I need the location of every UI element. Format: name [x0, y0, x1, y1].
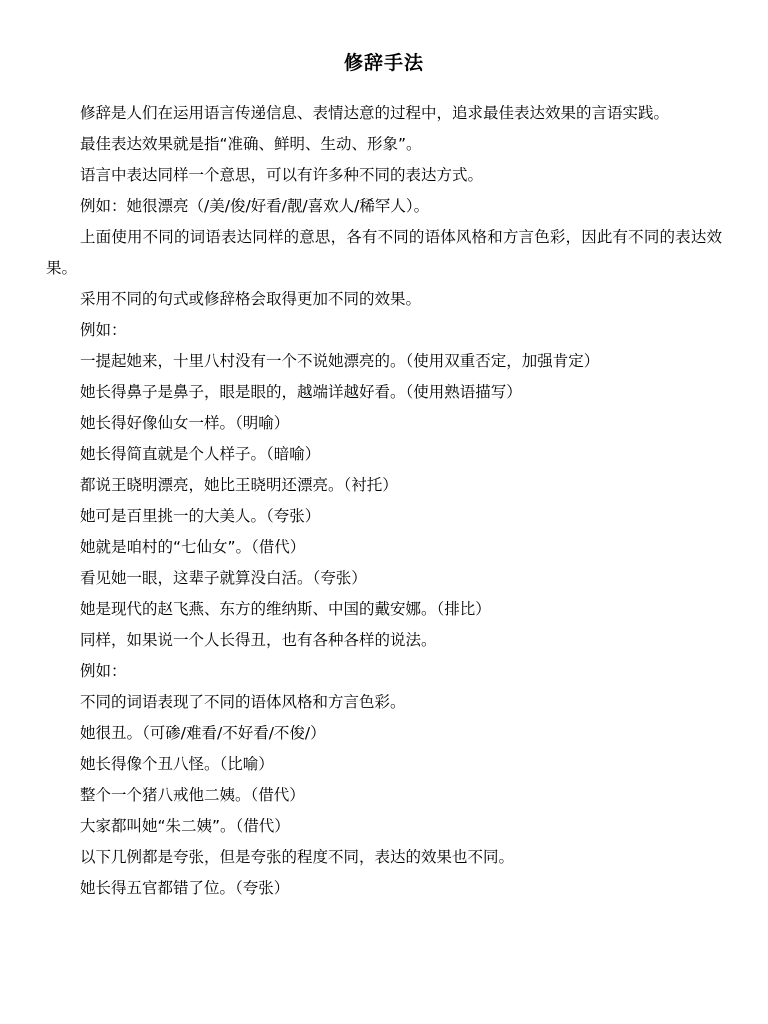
paragraph: 整个一个猪八戒他二姨。（借代） [80, 786, 305, 804]
paragraph: 例如： [80, 662, 127, 680]
document-body [46, 98, 722, 904]
paragraph: 看见她一眼，这辈子就算没白活。（夸张） [80, 569, 367, 587]
paragraph: 例如： [80, 321, 127, 339]
paragraph: 都说王晓明漂亮，她比王晓明还漂亮。（衬托） [80, 476, 398, 494]
paragraph: 她长得简直就是个人样子。（暗喻） [80, 445, 321, 463]
paragraph: 例如：她很漂亮（/美/俊/好看/靓/喜欢人/稀罕人）。 [80, 197, 430, 215]
paragraph: 不同的词语表现了不同的语体风格和方言色彩。 [80, 693, 406, 711]
paragraph: 她是现代的赵飞燕、东方的维纳斯、中国的戴安娜。（排比） [80, 600, 491, 618]
paragraph: 她可是百里挑一的大美人。（夸张） [80, 507, 321, 525]
document-title: 修辞手法 [343, 52, 424, 74]
paragraph: 上面使用不同的词语表达同样的意思，各有不同的语体风格和方言色彩，因此有不同的表达效果。 [46, 228, 722, 277]
paragraph: 修辞是人们在运用语言传递信息、表情达意的过程中，追求最佳表达效果的言语实践。 [80, 104, 670, 122]
paragraph: 她长得五官都错了位。（夸张） [80, 879, 290, 897]
paragraph: 她就是咱村的“七仙女”。（借代） [80, 538, 306, 556]
paragraph: 她长得鼻子是鼻子，眼是眼的，越端详越好看。（使用熟语描写） [80, 383, 522, 401]
paragraph: 以下几例都是夸张，但是夸张的程度不同，表达的效果也不同。 [80, 848, 515, 866]
paragraph: 最佳表达效果就是指“准确、鲜明、生动、形象”。 [80, 135, 422, 153]
paragraph: 大家都叫她“朱二姨”。（借代） [80, 817, 290, 835]
paragraph: 她很丑。（可碜/难看/不好看/不俊/） [80, 724, 326, 742]
paragraph: 她长得像个丑八怪。（比喻） [80, 755, 274, 773]
paragraph: 同样，如果说一个人长得丑，也有各种各样的说法。 [80, 631, 437, 649]
paragraph: 采用不同的句式或修辞格会取得更加不同的效果。 [80, 290, 422, 308]
paragraph: 她长得好像仙女一样。（明喻） [80, 414, 290, 432]
paragraph: 语言中表达同样一个意思，可以有许多种不同的表达方式。 [80, 166, 484, 184]
paragraph: 一提起她来，十里八村没有一个不说她漂亮的。（使用双重否定，加强肯定） [80, 352, 600, 370]
